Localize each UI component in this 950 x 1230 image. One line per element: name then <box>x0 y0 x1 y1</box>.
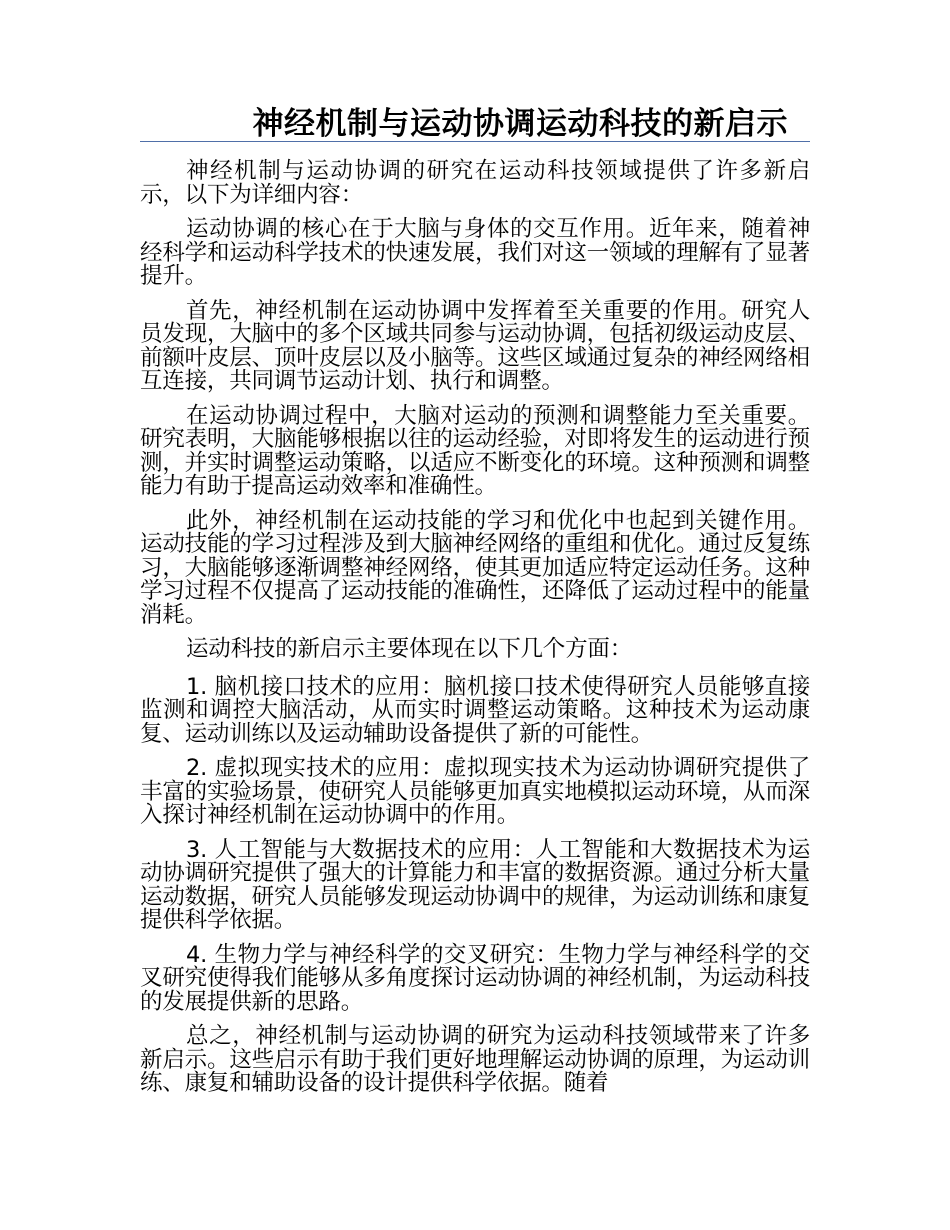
paragraph-item-4: 4. 生物力学与神经科学的交叉研究：生物力学与神经科学的交叉研究使得我们能够从多角度探讨运动协调的神经机制，为运动科技的发展提供新的思路。 <box>140 941 810 1015</box>
title-underline <box>140 141 810 142</box>
paragraph-first: 首先，神经机制在运动协调中发挥着至关重要的作用。研究人员发现，大脑中的多个区域共同参与运动协调，包括初级运动皮层、前额叶皮层、顶叶皮层以及小脑等。这些区域通过复杂的神经网络相互连接，共同调节运动计划、执行和调整。 <box>140 297 810 394</box>
paragraph-core: 运动协调的核心在于大脑与身体的交互作用。近年来，随着神经科学和运动科学技术的快速发展，我们对这一领域的理解有了显著提升。 <box>140 216 810 289</box>
paragraph-aspects-intro: 运动科技的新启示主要体现在以下几个方面： <box>186 636 633 662</box>
document-body <box>140 160 810 1107</box>
paragraph-prediction: 在运动协调过程中，大脑对运动的预测和调整能力至关重要。研究表明，大脑能够根据以往的运动经验，对即将发生的运动进行预测，并实时调整运动策略，以适应不断变化的环境。这种预测和调整能力有助于提高运动效率和准确性。 <box>140 402 810 499</box>
paragraph-item-3: 3. 人工智能与大数据技术的应用：人工智能和大数据技术为运动协调研究提供了强大的计算能力和丰富的数据资源。通过分析大量运动数据，研究人员能够发现运动协调中的规律，为运动训练和康复提供科学依据。 <box>140 836 810 933</box>
paragraph-learning: 此外，神经机制在运动技能的学习和优化中也起到关键作用。运动技能的学习过程涉及到大脑神经网络的重组和优化。通过反复练习，大脑能够逐渐调整神经网络，使其更加适应特定运动任务。这种学习过程不仅提高了运动技能的准确性，还降低了运动过程中的能量消耗。 <box>140 507 810 628</box>
paragraph-intro: 神经机制与运动协调的研究在运动科技领域提供了许多新启示，以下为详细内容： <box>140 158 810 208</box>
paragraph-item-1: 1. 脑机接口技术的应用：脑机接口技术使得研究人员能够直接监测和调控大脑活动，从而实时调整运动策略。这种技术为运动康复、运动训练以及运动辅助设备提供了新的可能性。 <box>140 673 810 747</box>
paragraph-item-2: 2. 虚拟现实技术的应用：虚拟现实技术为运动协调研究提供了丰富的实验场景，使研究人员能够更加真实地模拟运动环境，从而深入探讨神经机制在运动协调中的作用。 <box>140 755 810 828</box>
paragraph-conclusion: 总之，神经机制与运动协调的研究为运动科技领域带来了许多新启示。这些启示有助于我们更好地理解运动协调的原理，为运动训练、康复和辅助设备的设计提供科学依据。随着 <box>140 1023 810 1096</box>
document-title: 神经机制与运动协调运动科技的新启示 <box>252 106 788 142</box>
